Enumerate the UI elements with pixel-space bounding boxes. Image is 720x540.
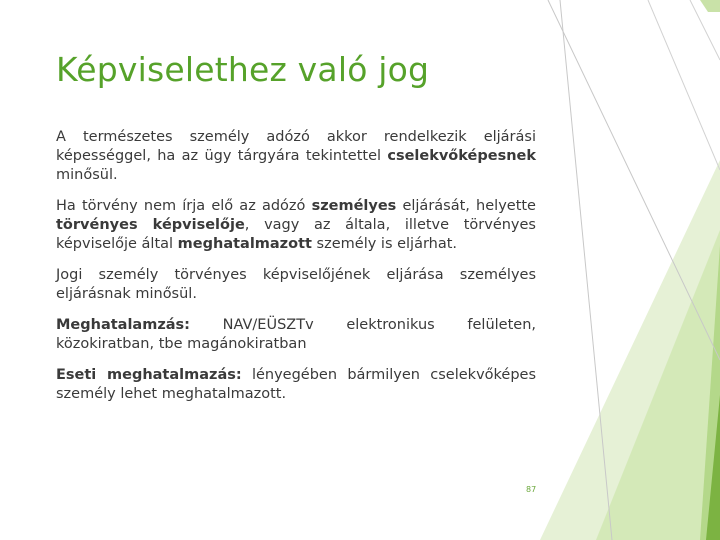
page-number: 87 — [526, 485, 537, 494]
bold-text: meghatalmazott — [177, 236, 312, 252]
thin-line-3 — [648, 0, 720, 170]
text-run: , vagy az általa, illetve törvényes képviselője által — [56, 217, 536, 252]
text-run: A természetes személy adózó akkor rendelkezik eljárási képességgel, ha az ügy tárgyára tekintettel — [56, 129, 536, 164]
bold-text: személyes — [311, 198, 397, 214]
text-run: lényegében bármilyen cselekvőképes személy lehet meghatalmazott. — [56, 367, 537, 402]
text-run: személy is eljárhat. — [311, 236, 458, 252]
bold-text: törvényes képviselője — [56, 217, 245, 233]
bold-text: Meghatalamzás: — [56, 317, 190, 333]
text-run: eljárását, helyette — [396, 198, 536, 214]
thin-line-1 — [548, 0, 720, 360]
bold-text: Eseti meghatalmazás: — [56, 367, 242, 383]
slide-body — [56, 128, 536, 416]
text-run: minősül. — [56, 167, 118, 183]
paragraph — [56, 197, 536, 254]
text-run: Ha törvény nem írja elő az adózó — [56, 198, 312, 214]
text-run: Jogi személy törvényes képviselőjének eljárása személyes eljárásnak minősül. — [56, 267, 536, 302]
text-run: NAV/EÜSZTv elektronikus felületen, közokiratban, tbe magánokiratban — [56, 317, 536, 352]
paragraph — [56, 366, 536, 404]
paragraph — [56, 266, 536, 304]
slide-title: Képviselethez való jog — [56, 50, 430, 89]
paragraph — [56, 316, 536, 354]
bold-text: cselekvőképesnek — [387, 148, 536, 164]
paragraph — [56, 128, 536, 185]
corner-green-sliver — [700, 0, 720, 12]
